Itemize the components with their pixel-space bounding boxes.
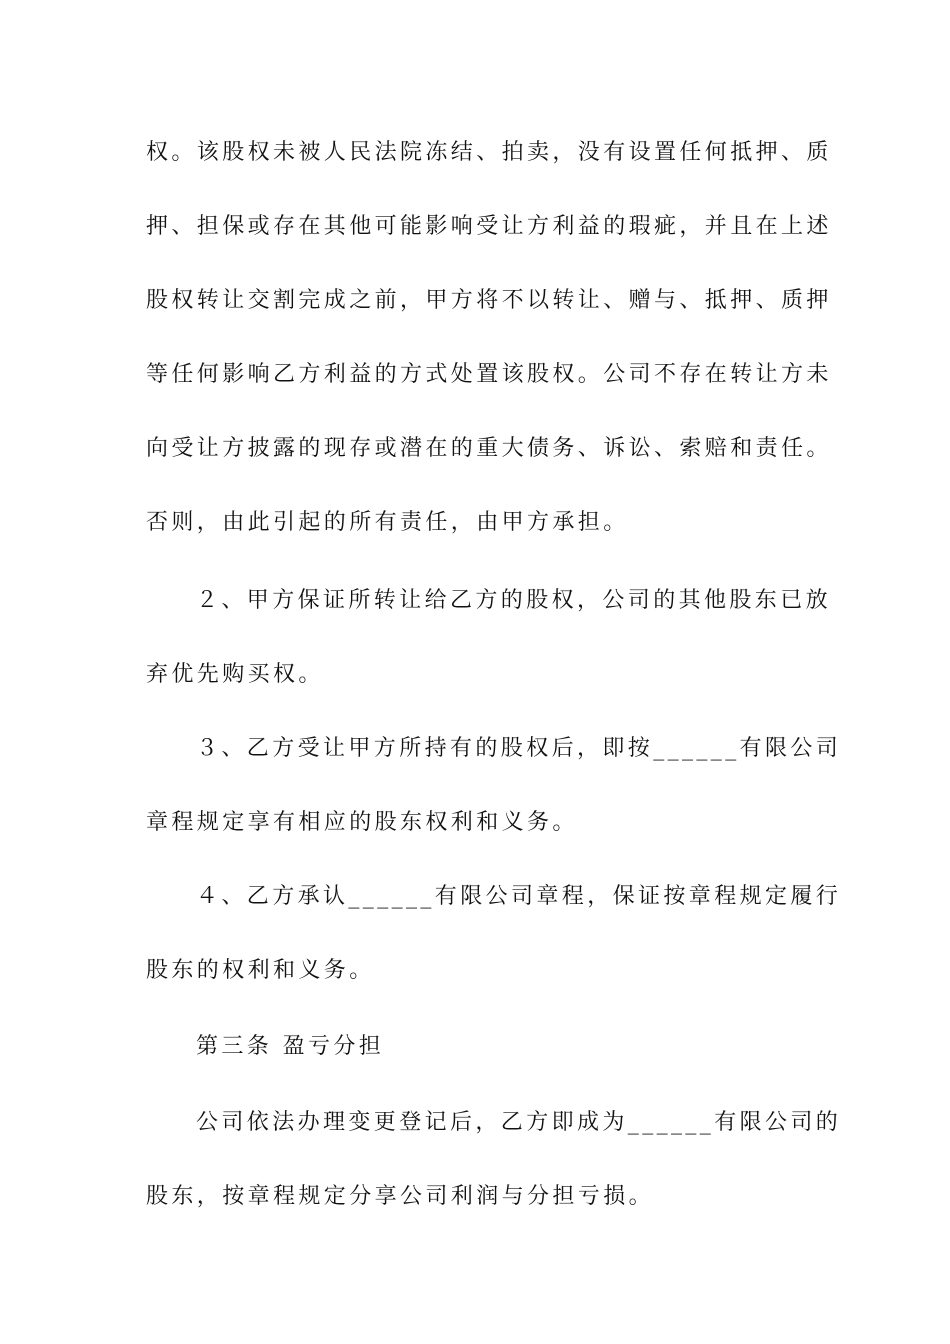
paragraph-line: 股东的权利和义务。 [146, 958, 375, 983]
paragraph-line: ４、乙方承认______有限公司章程，保证按章程规定履行 [196, 884, 842, 909]
paragraph-line: 弃优先购买权。 [146, 662, 324, 687]
paragraph-line: 章程规定享有相应的股东权利和义务。 [146, 810, 578, 835]
paragraph-line: 向受让方披露的现存或潜在的重大债务、诉讼、索赔和责任。 [146, 436, 832, 461]
paragraph-line: 否则，由此引起的所有责任，由甲方承担。 [146, 510, 629, 535]
paragraph-line: ３、乙方受让甲方所持有的股权后，即按______有限公司 [196, 736, 842, 761]
paragraph-line: 股权转让交割完成之前，甲方将不以转让、赠与、抵押、质押 [146, 288, 832, 313]
paragraph-line: 公司依法办理变更登记后，乙方即成为______有限公司的 [196, 1110, 842, 1135]
paragraph-line: 押、担保或存在其他可能影响受让方利益的瑕疵，并且在上述 [146, 214, 832, 239]
section-heading: 第三条 盈亏分担 [196, 1034, 385, 1059]
paragraph-line: 权。该股权未被人民法院冻结、拍卖，没有设置任何抵押、质 [146, 140, 832, 165]
paragraph-line: 股东，按章程规定分享公司利润与分担亏损。 [146, 1184, 655, 1209]
paragraph-line: 等任何影响乙方利益的方式处置该股权。公司不存在转让方未 [146, 362, 832, 387]
paragraph-line: ２、甲方保证所转让给乙方的股权，公司的其他股东已放 [196, 588, 832, 613]
